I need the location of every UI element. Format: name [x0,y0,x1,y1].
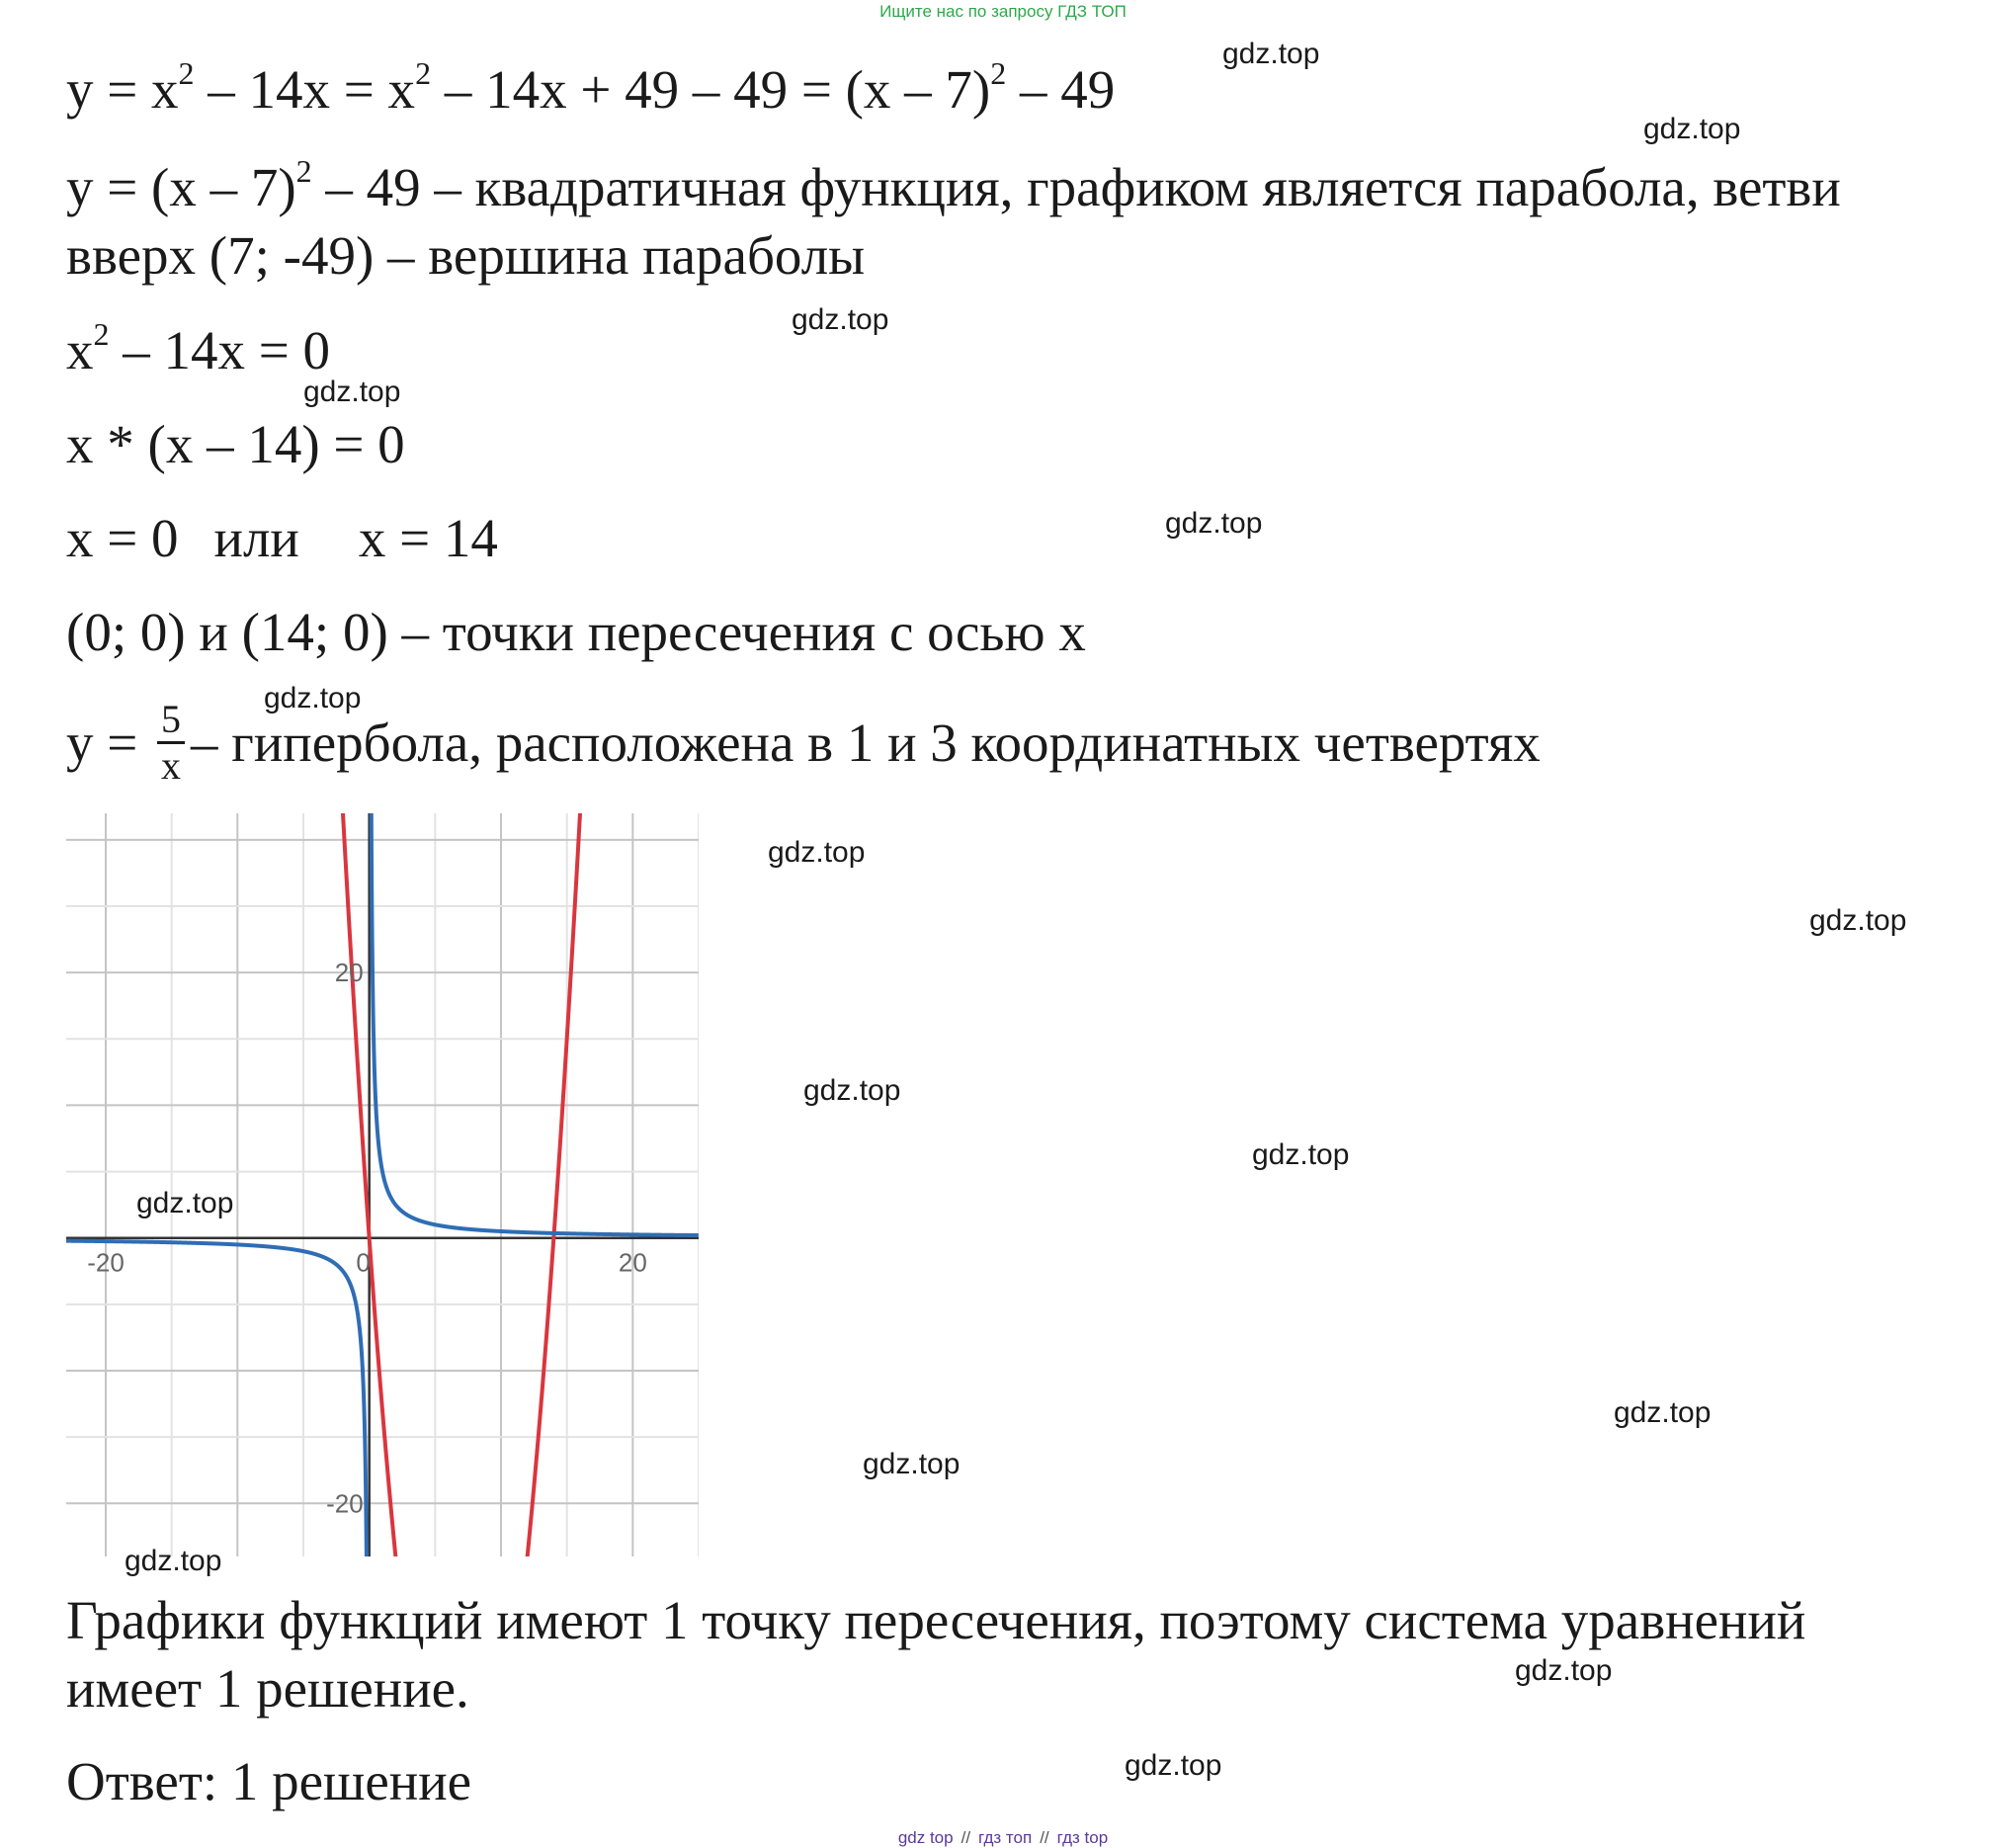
watermark: gdz.top [1222,38,1320,70]
line-answer: Ответ: 1 решение [66,1751,472,1811]
line-intersection-points: (0; 0) и (14; 0) – точки пересечения с осью x [66,602,1086,662]
line-conclusion-2: имеет 1 решение. [66,1658,469,1719]
watermark: gdz.top [863,1448,961,1480]
watermark: gdz.top [125,1545,222,1577]
watermark: gdz.top [1809,904,1907,937]
function-graph [66,813,699,1556]
line-vertex: вверх (7; -49) – вершина параболы [66,225,866,286]
x-tick-label: 0 [356,1247,371,1278]
line-factored: x * (x – 14) = 0 [66,414,405,474]
top-banner[interactable]: Ищите нас по запросу ГДЗ ТОП [879,2,1127,21]
y-tick-label: -20 [326,1488,364,1519]
line-hyperbola: y = $\frac{5}{x}$ – гипербола, расположена в 1 и 3 координатных четвертях [66,697,1541,788]
fraction: $\frac{5}{x}$ [157,698,185,788]
footer-link[interactable]: гдз топ [978,1828,1033,1847]
watermark: gdz.top [1515,1654,1613,1687]
watermark: gdz.top [303,376,401,408]
watermark: gdz.top [264,682,362,714]
footer-link[interactable]: гдз top [1056,1828,1109,1847]
y-tick-label: 20 [334,958,364,988]
graph-svg [66,813,699,1556]
watermark: gdz.top [792,303,889,336]
watermark: gdz.top [768,836,866,869]
x-tick-label: 20 [618,1247,647,1278]
line-equation-1: $y = x^2 - 14x = x^2 - 14x + 49 - 49 = (x - 7)^2 - 49$ [66,55,1116,120]
line-equation-zero: $x^2 - 14x = 0$ [66,316,331,380]
watermark: gdz.top [1252,1138,1350,1171]
line-conclusion-1: Графики функций имеют 1 точку пересечения, поэтому система уравнений [66,1590,1806,1650]
x-tick-label: -20 [87,1247,125,1278]
footer-link[interactable]: gdz top [897,1828,954,1847]
line-roots: x = 0 или x = 14 [66,508,498,568]
watermark: gdz.top [803,1074,901,1107]
footer-links: gdz top // гдз топ // гдз top [897,1828,1109,1847]
watermark: gdz.top [1614,1396,1712,1429]
watermark: gdz.top [1165,507,1263,540]
watermark: gdz.top [1643,113,1741,145]
line-function-description: y = (x – 7)$^2$ – 49 – квадратичная функция, графиком является парабола, ветви [66,153,1841,217]
watermark: gdz.top [136,1187,234,1219]
watermark: gdz.top [1125,1749,1222,1782]
